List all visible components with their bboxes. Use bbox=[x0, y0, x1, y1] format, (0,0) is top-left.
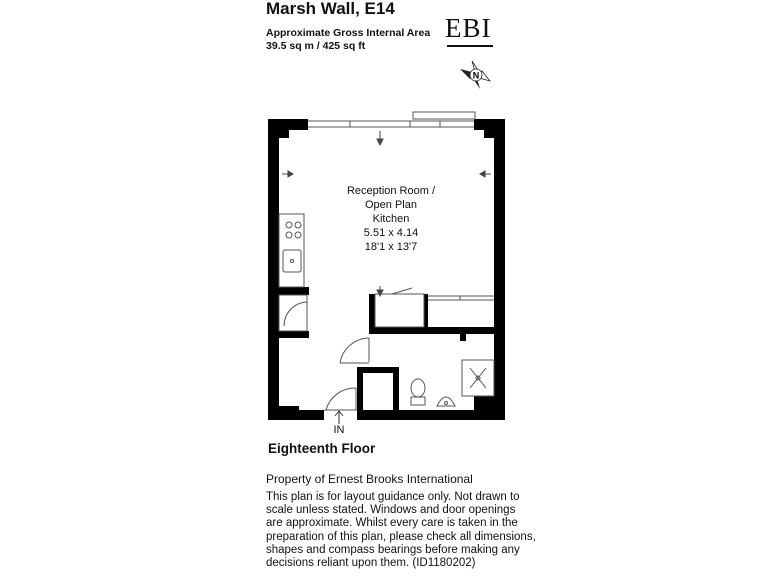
kitchen-units bbox=[279, 214, 304, 287]
entrance-arrow-icon bbox=[335, 411, 343, 424]
disclaimer bbox=[266, 491, 536, 570]
room-name-line2: Open Plan bbox=[365, 199, 417, 211]
room-metric-dimensions: 5.51 x 4.14 bbox=[363, 227, 419, 239]
disclaimer-line: decisions reliant upon them. (ID1180202) bbox=[266, 557, 476, 570]
window bbox=[308, 112, 475, 127]
ebi-logo: EBI bbox=[445, 13, 492, 43]
property-credit: Property of Ernest Brooks International bbox=[266, 472, 473, 486]
room-name-line1: Reception Room / bbox=[346, 185, 436, 197]
disclaimer-line: are approximate. Whilst every care is taken in the bbox=[266, 517, 518, 530]
floor-label: Eighteenth Floor bbox=[268, 441, 376, 456]
cupboard bbox=[279, 295, 307, 331]
area-value: 39.5 sq m / 425 sq ft bbox=[266, 40, 366, 52]
disclaimer-line: scale unless stated. Windows and door openings bbox=[266, 504, 516, 517]
storage bbox=[375, 288, 494, 327]
disclaimer-line: preparation of this plan, please check all dimensions, bbox=[266, 530, 536, 543]
area-label: Approximate Gross Internal Area bbox=[266, 27, 431, 39]
disclaimer-line: shapes and compass bearings before making any bbox=[266, 543, 520, 556]
compass-icon bbox=[460, 61, 490, 89]
entrance-label: IN bbox=[333, 424, 345, 436]
room-name-line3: Kitchen bbox=[372, 213, 410, 225]
disclaimer-line: This plan is for layout guidance only. Not drawn to bbox=[266, 491, 520, 503]
plan-title: Marsh Wall, E14 bbox=[266, 0, 395, 18]
room-imperial-dimensions: 18'1 x 13'7 bbox=[364, 241, 418, 253]
compass-north-label: N bbox=[472, 70, 480, 81]
